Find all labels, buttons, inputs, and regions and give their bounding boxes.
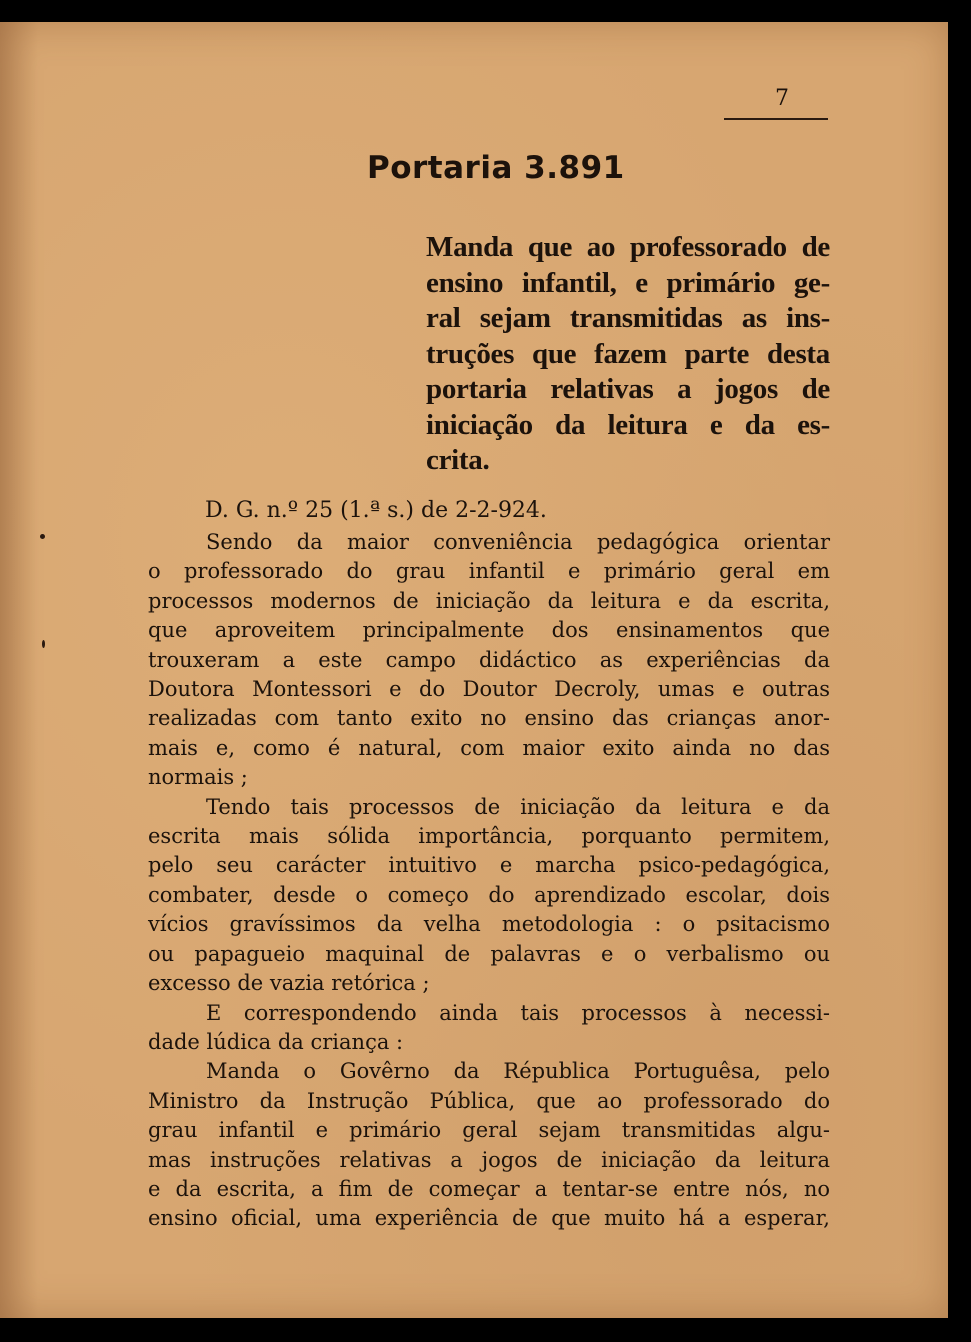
body-line: vícios gravíssimos da velha metodologia : o psitacismo: [148, 912, 830, 937]
spine-shadow: [0, 22, 38, 1318]
summary-line: portaria relativas a jogos de: [426, 373, 830, 405]
body-line: mais e, como é natural, com maior exito ainda no das: [148, 735, 830, 760]
body-line: Ministro da Instrução Pública, que ao professorado do: [148, 1088, 830, 1113]
body-line: escrita mais sólida importância, porquanto permitem,: [148, 824, 830, 849]
summary-line: crita.: [426, 444, 490, 476]
summary-line: ral sejam transmitidas as ins-: [426, 302, 830, 334]
body-line: E correspondendo ainda tais processos à necessi-: [206, 1000, 830, 1025]
page-number: 7: [775, 86, 789, 111]
body-line: que aproveitem principalmente dos ensinamentos que: [148, 618, 830, 643]
body-line: ensino oficial, uma experiência de que muito há a esperar,: [148, 1206, 830, 1231]
body-line: dade lúdica da criança :: [148, 1029, 404, 1054]
page-title: Portaria 3.891: [367, 150, 625, 186]
summary-line: ensino infantil, e primário ge-: [426, 266, 830, 299]
body-line: mas instruções relativas a jogos de iniciação da leitura: [148, 1147, 830, 1172]
body-line: ou papagueio maquinal de palavras e o verbalismo ou: [148, 941, 830, 966]
gazette-reference: D. G. n.º 25 (1.ª s.) de 2-2-924.: [205, 498, 547, 523]
body-line: Tendo tais processos de iniciação da leitura e da: [206, 794, 830, 819]
ink-speck: [40, 534, 45, 539]
summary-line: iniciação da leitura e da es-: [426, 408, 830, 441]
body-line: excesso de vazia retórica ;: [148, 971, 430, 996]
page-number-rule: [724, 118, 828, 120]
body-text: [148, 528, 830, 1234]
body-line: pelo seu carácter intuitivo e marcha psico-pedagógica,: [148, 853, 830, 878]
body-line: realizadas com tanto exito no ensino das crianças anor-: [148, 706, 830, 731]
body-line: trouxeram a este campo didáctico as experiências da: [148, 647, 830, 672]
body-line: combater, desde o começo do aprendizado escolar, dois: [148, 882, 830, 907]
summary-line: truções que fazem parte desta: [426, 337, 830, 370]
body-line: e da escrita, a fim de começar a tentar-se entre nós, no: [148, 1176, 830, 1201]
body-line: processos modernos de iniciação da leitura e da escrita,: [148, 588, 830, 613]
body-line: Doutora Montessori e do Doutor Decroly, umas e outras: [148, 677, 830, 702]
summary-block: [426, 230, 830, 479]
ink-speck: [42, 640, 45, 648]
body-line: Sendo da maior conveniência pedagógica orientar: [206, 530, 830, 554]
body-line: Manda o Govêrno da Républica Portuguêsa, pelo: [206, 1059, 830, 1084]
summary-line: Manda que ao professorado de: [426, 231, 830, 263]
body-line: grau infantil e primário geral sejam transmitidas algu-: [148, 1118, 830, 1143]
body-line: normais ;: [148, 765, 248, 790]
document-page: [0, 22, 948, 1318]
body-line: o professorado do grau infantil e primário geral em: [148, 559, 830, 584]
